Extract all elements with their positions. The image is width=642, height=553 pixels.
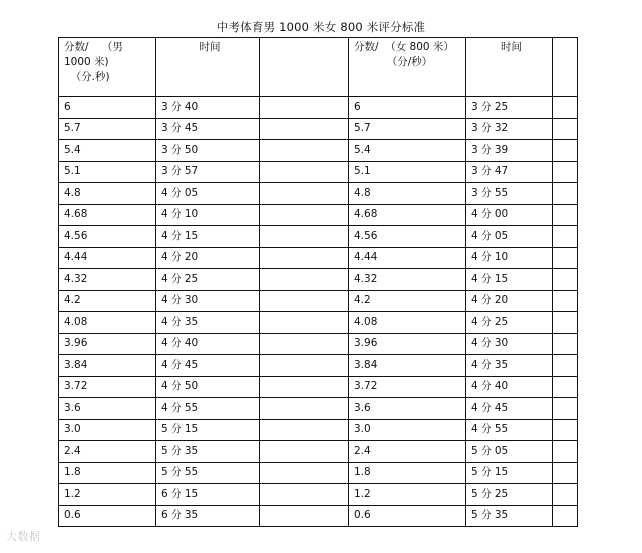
blank-cell xyxy=(553,204,578,226)
male-time-cell: 4 分 25 xyxy=(156,269,260,291)
table-row xyxy=(59,226,578,248)
header-female-score xyxy=(349,38,466,97)
male-score-cell: 4.56 xyxy=(59,226,156,248)
header-blank-cell xyxy=(260,38,349,97)
male-score-cell: 3.96 xyxy=(59,333,156,355)
male-time-cell: 4 分 40 xyxy=(156,333,260,355)
blank-cell xyxy=(553,419,578,441)
female-time-cell: 3 分 55 xyxy=(466,183,553,205)
blank-cell xyxy=(260,462,349,484)
male-time-cell: 5 分 35 xyxy=(156,441,260,463)
male-time-cell: 3 分 40 xyxy=(156,97,260,119)
blank-cell xyxy=(553,118,578,140)
male-time-cell: 4 分 30 xyxy=(156,290,260,312)
male-score-cell: 6 xyxy=(59,97,156,119)
female-time-cell: 4 分 45 xyxy=(466,398,553,420)
female-time-cell: 5 分 05 xyxy=(466,441,553,463)
female-time-cell: 3 分 32 xyxy=(466,118,553,140)
male-score-cell: 5.4 xyxy=(59,140,156,162)
header-female-score-line-2: （分/秒） xyxy=(386,56,433,68)
male-score-cell: 4.32 xyxy=(59,269,156,291)
female-time-cell: 4 分 05 xyxy=(466,226,553,248)
male-score-cell: 5.7 xyxy=(59,118,156,140)
male-time-cell: 6 分 15 xyxy=(156,484,260,506)
male-score-cell: 1.8 xyxy=(59,462,156,484)
blank-cell xyxy=(260,505,349,527)
female-score-cell: 4.68 xyxy=(349,204,466,226)
table-row xyxy=(59,441,578,463)
female-score-cell: 5.4 xyxy=(349,140,466,162)
header-male-time xyxy=(156,38,260,97)
blank-cell xyxy=(260,355,349,377)
male-time-cell: 4 分 35 xyxy=(156,312,260,334)
female-score-cell: 3.72 xyxy=(349,376,466,398)
table-row xyxy=(59,462,578,484)
blank-cell xyxy=(553,462,578,484)
male-time-cell: 4 分 10 xyxy=(156,204,260,226)
blank-cell xyxy=(260,398,349,420)
female-score-cell: 5.7 xyxy=(349,118,466,140)
male-time-cell: 3 分 50 xyxy=(156,140,260,162)
table-row xyxy=(59,376,578,398)
female-time-cell: 4 分 35 xyxy=(466,355,553,377)
table-row xyxy=(59,97,578,119)
table-row xyxy=(59,312,578,334)
table-row xyxy=(59,419,578,441)
male-time-cell: 4 分 15 xyxy=(156,226,260,248)
female-time-cell: 4 分 15 xyxy=(466,269,553,291)
blank-cell xyxy=(553,247,578,269)
table-row xyxy=(59,484,578,506)
blank-cell xyxy=(260,269,349,291)
female-time-cell: 5 分 35 xyxy=(466,505,553,527)
female-score-cell: 0.6 xyxy=(349,505,466,527)
blank-cell xyxy=(553,97,578,119)
female-time-cell: 3 分 25 xyxy=(466,97,553,119)
blank-cell xyxy=(553,269,578,291)
header-female-time xyxy=(466,38,553,97)
female-score-cell: 3.84 xyxy=(349,355,466,377)
header-male-score-line-3: （分.秒) xyxy=(64,71,110,83)
blank-cell xyxy=(553,333,578,355)
blank-cell xyxy=(553,226,578,248)
blank-cell xyxy=(260,484,349,506)
blank-cell xyxy=(260,290,349,312)
female-score-cell: 4.44 xyxy=(349,247,466,269)
female-score-cell: 4.8 xyxy=(349,183,466,205)
female-score-cell: 6 xyxy=(349,97,466,119)
male-score-cell: 2.4 xyxy=(59,441,156,463)
blank-cell xyxy=(553,312,578,334)
male-score-cell: 4.08 xyxy=(59,312,156,334)
female-score-cell: 4.2 xyxy=(349,290,466,312)
table-row xyxy=(59,398,578,420)
male-score-cell: 1.2 xyxy=(59,484,156,506)
female-score-cell: 1.2 xyxy=(349,484,466,506)
male-time-cell: 4 分 45 xyxy=(156,355,260,377)
blank-cell xyxy=(260,226,349,248)
male-time-cell: 6 分 35 xyxy=(156,505,260,527)
female-score-cell: 3.0 xyxy=(349,419,466,441)
male-score-cell: 3.72 xyxy=(59,376,156,398)
female-score-cell: 3.6 xyxy=(349,398,466,420)
document-title: 中考体育男 1000 米女 800 米评分标准 xyxy=(216,20,426,34)
female-score-cell: 1.8 xyxy=(349,462,466,484)
blank-cell xyxy=(553,290,578,312)
male-time-cell: 5 分 55 xyxy=(156,462,260,484)
female-time-cell: 4 分 25 xyxy=(466,312,553,334)
female-score-cell: 3.96 xyxy=(349,333,466,355)
table-row xyxy=(59,505,578,527)
watermark-logo: 大数据 xyxy=(6,530,41,543)
male-score-cell: 4.44 xyxy=(59,247,156,269)
header-female-score-line-1: 分数/ （女 800 米） xyxy=(354,41,454,53)
male-score-cell: 0.6 xyxy=(59,505,156,527)
female-time-cell: 4 分 10 xyxy=(466,247,553,269)
female-time-cell: 3 分 39 xyxy=(466,140,553,162)
female-score-cell: 2.4 xyxy=(349,441,466,463)
female-score-cell: 5.1 xyxy=(349,161,466,183)
score-standard-table xyxy=(58,37,578,527)
male-score-cell: 4.68 xyxy=(59,204,156,226)
blank-cell xyxy=(553,376,578,398)
blank-cell xyxy=(260,441,349,463)
male-time-cell: 5 分 15 xyxy=(156,419,260,441)
blank-cell xyxy=(260,376,349,398)
table-row xyxy=(59,333,578,355)
table-row xyxy=(59,204,578,226)
table-row xyxy=(59,355,578,377)
header-male-score xyxy=(59,38,156,97)
table-row xyxy=(59,118,578,140)
blank-cell xyxy=(260,312,349,334)
blank-cell xyxy=(260,333,349,355)
table-row xyxy=(59,161,578,183)
male-score-cell: 3.0 xyxy=(59,419,156,441)
male-time-cell: 3 分 57 xyxy=(156,161,260,183)
female-time-cell: 5 分 15 xyxy=(466,462,553,484)
blank-cell xyxy=(260,97,349,119)
table-row xyxy=(59,183,578,205)
blank-cell xyxy=(553,441,578,463)
female-time-cell: 4 分 00 xyxy=(466,204,553,226)
male-score-cell: 4.8 xyxy=(59,183,156,205)
header-male-score-line-1: 分数/ （男 xyxy=(64,41,123,53)
table-row xyxy=(59,247,578,269)
female-time-cell: 4 分 55 xyxy=(466,419,553,441)
male-score-cell: 3.84 xyxy=(59,355,156,377)
blank-cell xyxy=(260,419,349,441)
male-time-cell: 4 分 20 xyxy=(156,247,260,269)
male-time-cell: 4 分 05 xyxy=(156,183,260,205)
blank-cell xyxy=(553,355,578,377)
header-male-score-line-2: 1000 米) xyxy=(64,56,109,68)
female-time-cell: 4 分 20 xyxy=(466,290,553,312)
blank-cell xyxy=(553,183,578,205)
female-score-cell: 4.56 xyxy=(349,226,466,248)
header-male-time-label: 时间 xyxy=(199,41,221,53)
blank-cell xyxy=(260,140,349,162)
table-header-row xyxy=(59,38,578,97)
blank-cell xyxy=(260,204,349,226)
table-row xyxy=(59,290,578,312)
female-time-cell: 4 分 40 xyxy=(466,376,553,398)
male-time-cell: 4 分 55 xyxy=(156,398,260,420)
blank-cell xyxy=(553,505,578,527)
blank-cell xyxy=(260,183,349,205)
female-score-cell: 4.08 xyxy=(349,312,466,334)
header-female-time-label: 时间 xyxy=(501,41,522,53)
table-row xyxy=(59,140,578,162)
header-blank-cell xyxy=(553,38,578,97)
male-score-cell: 3.6 xyxy=(59,398,156,420)
blank-cell xyxy=(260,161,349,183)
male-time-cell: 3 分 45 xyxy=(156,118,260,140)
male-time-cell: 4 分 50 xyxy=(156,376,260,398)
blank-cell xyxy=(553,140,578,162)
blank-cell xyxy=(553,161,578,183)
female-time-cell: 4 分 30 xyxy=(466,333,553,355)
blank-cell xyxy=(553,398,578,420)
male-score-cell: 5.1 xyxy=(59,161,156,183)
blank-cell xyxy=(553,484,578,506)
blank-cell xyxy=(260,118,349,140)
female-time-cell: 3 分 47 xyxy=(466,161,553,183)
blank-cell xyxy=(260,247,349,269)
table-row xyxy=(59,269,578,291)
female-score-cell: 4.32 xyxy=(349,269,466,291)
male-score-cell: 4.2 xyxy=(59,290,156,312)
female-time-cell: 5 分 25 xyxy=(466,484,553,506)
